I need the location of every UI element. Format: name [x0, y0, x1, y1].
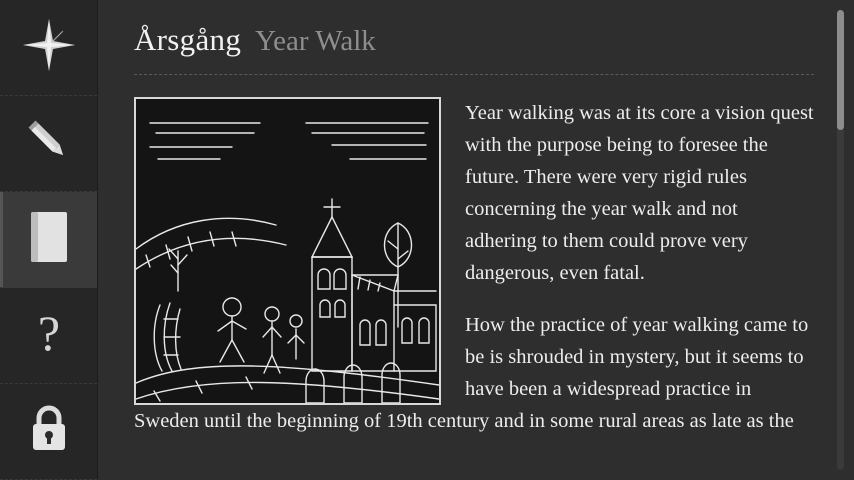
sidebar: [0, 0, 98, 480]
title-translation: Year Walk: [255, 25, 376, 57]
scrollbar[interactable]: [837, 10, 844, 470]
title-divider: [134, 74, 814, 75]
article-illustration: [134, 97, 441, 405]
sidebar-item-help[interactable]: [0, 288, 97, 384]
book-icon: [27, 210, 71, 269]
article-body: [134, 97, 814, 437]
svg-text:?: ?: [37, 306, 60, 360]
page-title: [134, 22, 814, 58]
article-paragraph: How the practice of year walking came to be is shrouded in mystery, but it seems to have been a widespread practice in Sweden until the beginning of 19th century and in some rural areas as late as the: [134, 314, 809, 432]
article-content: [98, 0, 854, 480]
sidebar-item-encyclopedia[interactable]: [0, 192, 97, 288]
lock-icon: [26, 403, 72, 460]
pencil-icon: [23, 115, 75, 172]
sidebar-item-locked[interactable]: [0, 384, 97, 480]
compass-star-icon: [21, 17, 77, 78]
article-paragraph: Year walking was at its core a vision quest with the purpose being to foresee the future. There were very rigid rules concerning the year walk and not adhering to them could prove very dangerous, even fatal.: [465, 102, 814, 284]
sidebar-item-notes[interactable]: [0, 96, 97, 192]
scrollbar-thumb[interactable]: [837, 10, 844, 130]
sidebar-item-compass[interactable]: [0, 0, 97, 96]
question-mark-icon: [27, 306, 71, 365]
title-original: Årsgång: [134, 22, 242, 57]
